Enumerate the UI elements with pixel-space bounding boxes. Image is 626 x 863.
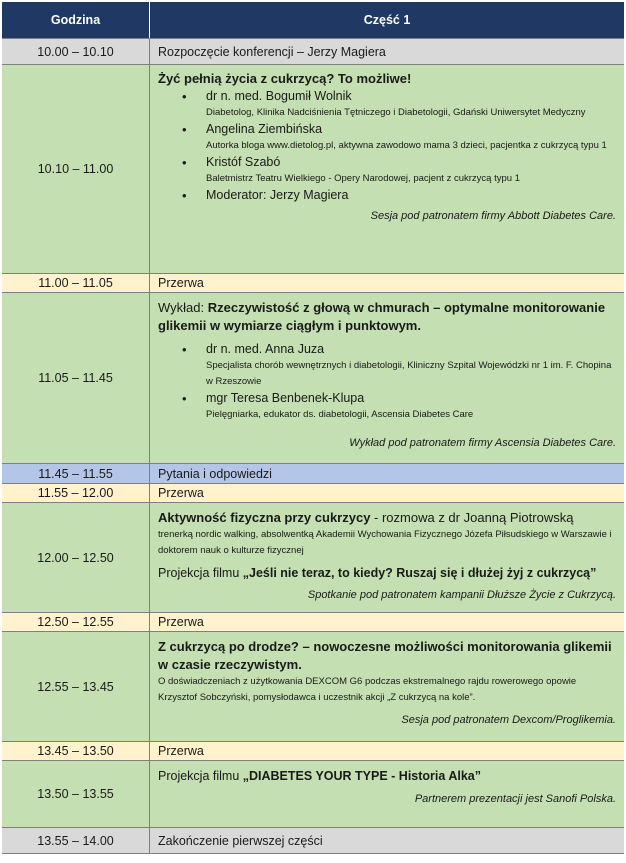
- table-row: [2, 613, 624, 632]
- row-time: 12.55 – 13.45: [2, 632, 150, 741]
- session-note: Sesja pod patronatem Dexcom/Proglikemia.: [401, 714, 616, 726]
- row-time: 11.55 – 12.00: [2, 484, 150, 502]
- row-time: 11.05 – 11.45: [2, 293, 150, 463]
- speaker-desc: Pielęgniarka, edukator ds. diabetologii, Ascensia Diabetes Care: [206, 409, 474, 420]
- row-time: 10.10 – 11.00: [2, 65, 150, 273]
- session-title: [158, 299, 616, 335]
- session-note: Partnerem prezentacji jest Sanofi Polska.: [414, 793, 616, 805]
- header-time: Godzina: [2, 2, 150, 38]
- table-header: [2, 2, 624, 39]
- row-text: Przerwa: [158, 486, 204, 500]
- title-suffix: - rozmowa z dr Joanną Piotrowską: [370, 510, 574, 525]
- speaker-item: [158, 390, 616, 423]
- session-title: [158, 509, 616, 527]
- row-text: Przerwa: [158, 615, 204, 629]
- row-text: Przerwa: [158, 744, 204, 758]
- title-main: Rzeczywistość z głową w chmurach – optymalne monitorowanie glikemii w wymiarze ciągłym i punktowym.: [158, 300, 606, 333]
- row-time: 13.50 – 13.55: [2, 761, 150, 827]
- film-line: [158, 767, 616, 785]
- session-note: Spotkanie pod patronatem kampanii Dłuższe Życie z Cukrzycą.: [307, 589, 616, 601]
- row-time: 11.45 – 11.55: [2, 464, 150, 483]
- speaker-item: [158, 341, 616, 390]
- speaker-list: [158, 341, 616, 423]
- speaker-desc: Baletmistrz Teatru Wielkiego - Opery Narodowej, pacjent z cukrzycą typu 1: [206, 173, 520, 184]
- row-time: 12.50 – 12.55: [2, 613, 150, 631]
- row-text: Rozpoczęcie konferencji – Jerzy Magiera: [158, 44, 386, 59]
- table-row: [2, 274, 624, 293]
- speaker-name: • Angelina Ziembińska: [206, 122, 323, 136]
- film-prefix: Projekcja filmu: [158, 566, 243, 580]
- film-line: [158, 564, 616, 582]
- row-time: 12.00 – 12.50: [2, 503, 150, 612]
- table-row: [2, 632, 624, 742]
- table-row: [2, 65, 624, 274]
- session-content: [150, 761, 624, 827]
- speaker-list: [158, 88, 616, 204]
- session-note: Wykład pod patronatem firmy Ascensia Diabetes Care.: [349, 437, 616, 449]
- table-row: [2, 464, 624, 484]
- title-main: Aktywność fizyczna przy cukrzycy: [158, 510, 371, 525]
- speaker-desc: Diabetolog, Klinika Nadciśnienia Tętniczego i Diabetologii, Gdański Uniwersytet Medyczny: [206, 107, 586, 118]
- table-row: [2, 293, 624, 464]
- row-time: 13.45 – 13.50: [2, 742, 150, 760]
- table-row: [2, 503, 624, 613]
- film-prefix: Projekcja filmu: [158, 769, 243, 783]
- row-text: Zakończenie pierwszej części: [158, 833, 323, 848]
- table-row: [2, 39, 624, 65]
- session-title: Z cukrzycą po drodze? – nowoczesne możliwości monitorowania glikemii w czasie rzeczywistym.: [158, 639, 612, 672]
- session-content: [150, 65, 624, 273]
- table-row: [2, 761, 624, 828]
- speaker-item: [158, 88, 616, 121]
- speaker-name: • dr n. med. Bogumił Wolnik: [206, 89, 352, 103]
- header-part: Część 1: [363, 13, 411, 27]
- speaker-name: • Moderator: Jerzy Magiera: [206, 188, 349, 202]
- row-text: Przerwa: [158, 276, 204, 290]
- row-time: 11.00 – 11.05: [2, 274, 150, 292]
- session-note: Sesja pod patronatem firmy Abbott Diabetes Care.: [370, 210, 616, 222]
- film-title: „DIABETES YOUR TYPE - Historia Alka”: [242, 769, 481, 783]
- speaker-item: [158, 121, 616, 154]
- session-content: [150, 293, 624, 463]
- speaker-desc: Specjalista chorób wewnętrznych i diabetologii, Kliniczny Szpital Wojewódzki nr 1 im. F. Chopina w Rzeszowie: [206, 360, 612, 387]
- row-time: 10.00 – 10.10: [2, 39, 150, 64]
- speaker-item: [158, 154, 616, 187]
- session-content: [150, 503, 624, 612]
- speaker-name: • mgr Teresa Benbenek-Klupa: [206, 391, 365, 405]
- film-title: „Jeśli nie teraz, to kiedy? Ruszaj się i dłużej żyj z cukrzycą”: [242, 566, 597, 580]
- session-content: [150, 632, 624, 741]
- session-desc: O doświadczeniach z użytkowania DEXCOM G6 podczas ekstremalnego rajdu rowerowego opowie Krzysztof Sobczyński, pomysłodawca i uczestnik akcji „Z cukrzycą na kole”.: [158, 676, 577, 703]
- session-desc: trenerką nordic walking, absolwentką Akademii Wychowania Fizycznego Józefa Piłsudskiego w Warszawie i doktorem nauk o kulturze fizycznej: [158, 529, 612, 556]
- table-row: [2, 828, 624, 854]
- speaker-desc: Autorka bloga www.dietolog.pl, aktywna zawodowo mama 3 dzieci, pacjentka z cukrzycą typu 1: [206, 140, 607, 151]
- speaker-name: • Kristóf Szabó: [206, 155, 281, 169]
- schedule-table: [2, 2, 624, 854]
- session-title: Żyć pełnią życia z cukrzycą? To możliwe!: [158, 71, 412, 86]
- speaker-name: • dr n. med. Anna Juza: [206, 342, 325, 356]
- row-text: Pytania i odpowiedzi: [158, 466, 272, 481]
- title-prefix: Wykład:: [158, 300, 208, 315]
- speaker-item: [158, 187, 616, 204]
- table-row: [2, 484, 624, 503]
- table-row: [2, 742, 624, 761]
- row-time: 13.55 – 14.00: [2, 828, 150, 853]
